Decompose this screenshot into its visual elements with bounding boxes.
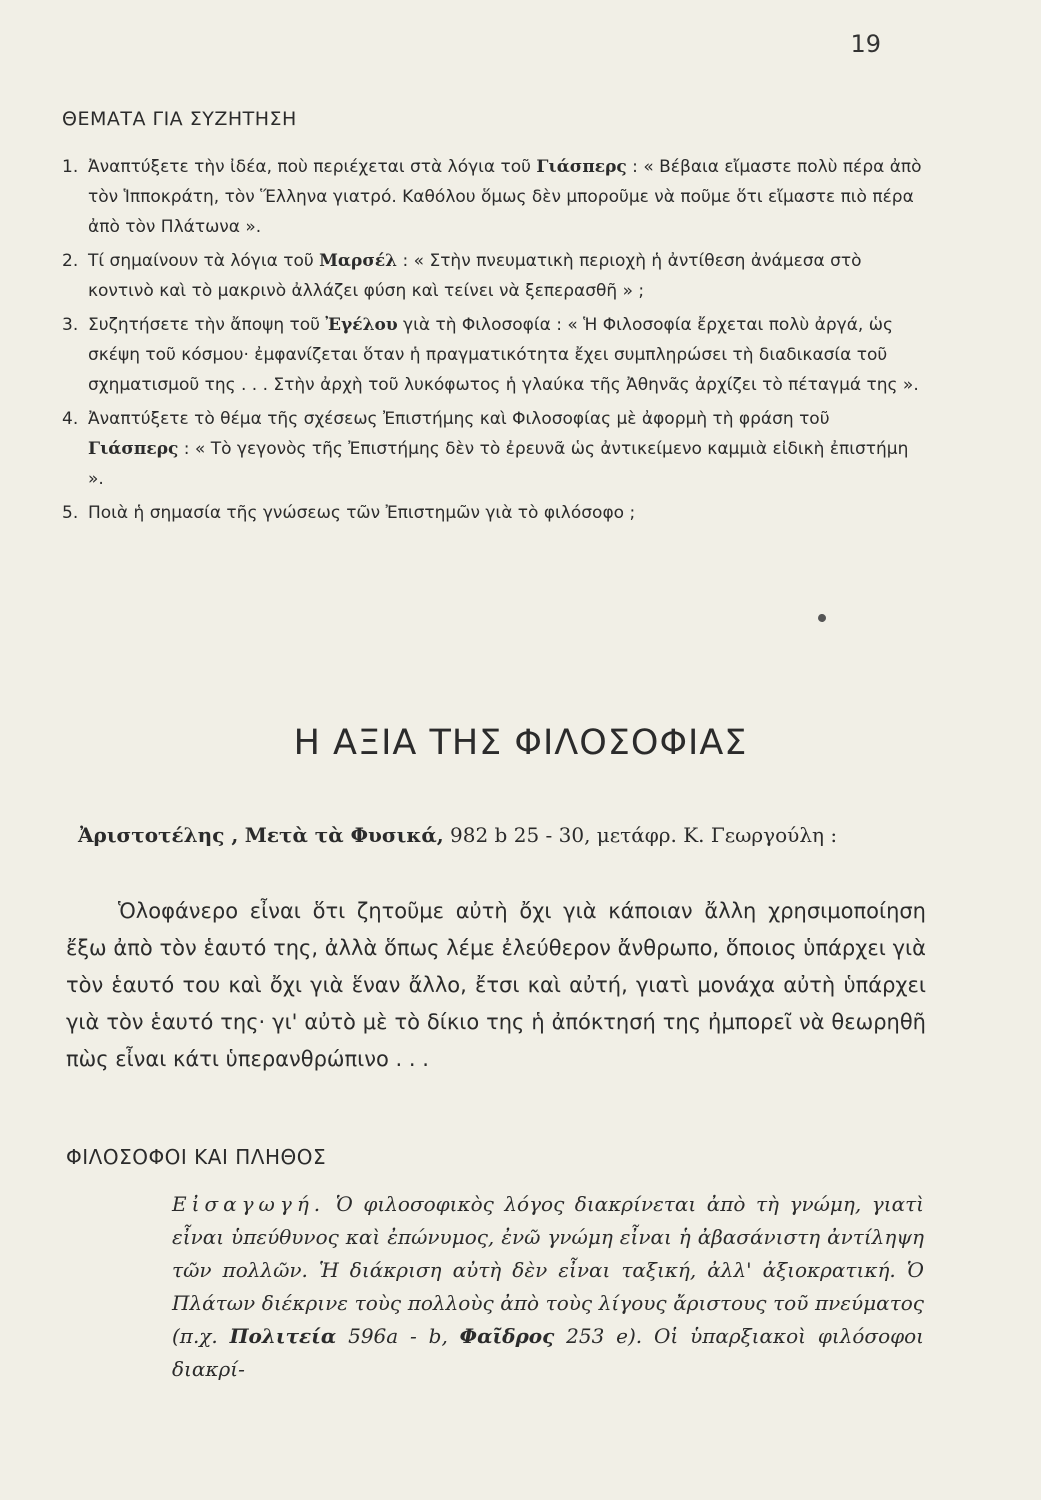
topic-number: 2. <box>62 251 79 271</box>
intro-text-end: 253 e). Οἱ ὑπαρξιακοὶ φιλόσοφοι διακρί- <box>172 1324 924 1381</box>
topic-text: Ποιὰ ἡ σημασία τῆς γνώσεως τῶν Ἐπιστημῶν γιὰ τὸ φιλόσοφο ; <box>88 503 636 523</box>
topic-text: Συζητήσετε τὴν ἄποψη τοῦ Ἐγέλου γιὰ τὴ Φιλοσοφία : « Ἡ Φιλοσοφία ἔρχεται πολὺ ἀργά, ὡς σκέψη τοῦ κόσμου· ἐμφανίζεται ὅταν ἡ πραγματικότητα ἔχει συμπληρώσει τὴ διαδικασία τοῦ σχηματισμοῦ της . . . Στὴν ἀρχὴ τοῦ λυκόφωτος ἡ γλαύκα τῆς Ἀθηνᾶς ἀρχίζει τὸ πέταγμά της ». <box>88 315 919 395</box>
topic-item <box>62 498 922 528</box>
topic-item <box>62 152 922 242</box>
topic-item <box>62 310 922 400</box>
reference-politeia-pages: 596a - b, <box>336 1324 460 1348</box>
section-title: Η ΑΞΙΑ ΤΗΣ ΦΙΛΟΣΟΦΙΑΣ <box>293 723 748 763</box>
topic-text: Ἀναπτύξετε τὴν ἰδέα, ποὺ περιέχεται στὰ λόγια τοῦ Γιάσπερς : « Βέβαια εἴμαστε πολὺ πέρα ἀπὸ τὸν Ἱπποκράτη, τὸν Ἕλληνα γιατρό. Καθόλου ὅμως δὲν μποροῦμε νὰ ποῦμε ὅτι εἴμαστε πιὸ πέρα ἀπὸ τὸν Πλάτωνα ». <box>88 157 922 237</box>
discussion-topics <box>62 108 922 532</box>
topic-item <box>62 246 922 306</box>
topic-number: 4. <box>62 409 79 429</box>
aristotle-quote <box>66 893 926 1078</box>
topic-number: 3. <box>62 315 79 335</box>
subsection-title: ΦΙΛΟΣΟΦΟΙ ΚΑΙ ΠΛΗΘΟΣ <box>66 1145 327 1169</box>
topic-text: Τί σημαίνουν τὰ λόγια τοῦ Μαρσέλ : « Στὴν πνευματικὴ περιοχὴ ἡ ἀντίθεση ἀνάμεσα στὸ κοντινὸ καὶ τὸ μακρινὸ ἀλλάζει φύση καὶ τείνει νὰ ξεπερασθῆ » ; <box>88 251 862 301</box>
reference-phaedrus: Φαῖδρος <box>459 1324 555 1348</box>
intro-label: Εἰσαγωγή. <box>172 1192 326 1216</box>
topic-number: 1. <box>62 157 79 177</box>
topic-number: 5. <box>62 503 79 523</box>
citation-reference: 982 b 25 - 30, μετάφρ. Κ. Γεωργούλη : <box>443 823 838 847</box>
quote-text: Ὁλοφάνερο εἶναι ὅτι ζητοῦμε αὐτὴ ὄχι γιὰ κάποιαν ἄλλη χρησιμοποίηση ἔξω ἀπὸ τὸν ἑαυτό της, ἀλλὰ ὅπως λέμε ἐλεύθερον ἄνθρωπο, ὅποιος ὑπάρχει γιὰ τὸν ἑαυτό του καὶ ὄχι γιὰ ἕναν ἄλλο, ἔτσι καὶ αὐτή, γιατὶ μονάχα αὐτὴ ὑπάρχει γιὰ τὸν ἑαυτό της· γι' αὐτὸ μὲ τὸ δίκιο της ἡ ἀπόκτησή της ἠμπορεῖ νὰ θεωρηθῆ πὼς εἶναι κάτι ὑπερανθρώπινο . . . <box>66 899 926 1071</box>
topic-text: Ἀναπτύξετε τὸ θέμα τῆς σχέσεως Ἐπιστήμης καὶ Φιλοσοφίας μὲ ἀφορμὴ τὴ φράση τοῦ Γιάσπερς : « Τὸ γεγονὸς τῆς Ἐπιστήμης δὲν τὸ ἐρευνᾶ ὡς ἀντικείμενο καμμιὰ εἰδικὴ ἐπιστήμη ». <box>88 409 909 489</box>
reference-politeia: Πολιτεία <box>229 1324 337 1348</box>
introduction-paragraph <box>172 1188 924 1386</box>
citation-work: Μετὰ τὰ Φυσικά, <box>244 823 444 847</box>
ink-spot <box>816 612 827 623</box>
topics-heading: ΘΕΜΑΤΑ ΓΙΑ ΣΥΖΗΤΗΣΗ <box>62 108 297 130</box>
intro-text: Ὁ φιλοσοφικὸς λόγος διακρίνεται ἀπὸ τὴ γνώμη, γιατὶ εἶναι ὑπεύθυνος καὶ ἐπώνυμος, ἐνῶ γνώμη εἶναι ἡ ἀβασάνιστη ἀντίληψη τῶν πολλῶν. Ἡ διάκριση αὐτὴ δὲν εἶναι ταξική, ἀλλ' ἀξιοκρατική. Ὁ Πλάτων διέκρινε τοὺς πολλοὺς ἀπὸ τοὺς λίγους ἄριστους τοῦ πνεύματος (π.χ. <box>172 1192 924 1348</box>
topic-item <box>62 404 922 494</box>
citation <box>78 818 918 852</box>
citation-author: Ἀριστοτέλης , <box>78 823 239 847</box>
page-number: 19 <box>850 30 881 58</box>
